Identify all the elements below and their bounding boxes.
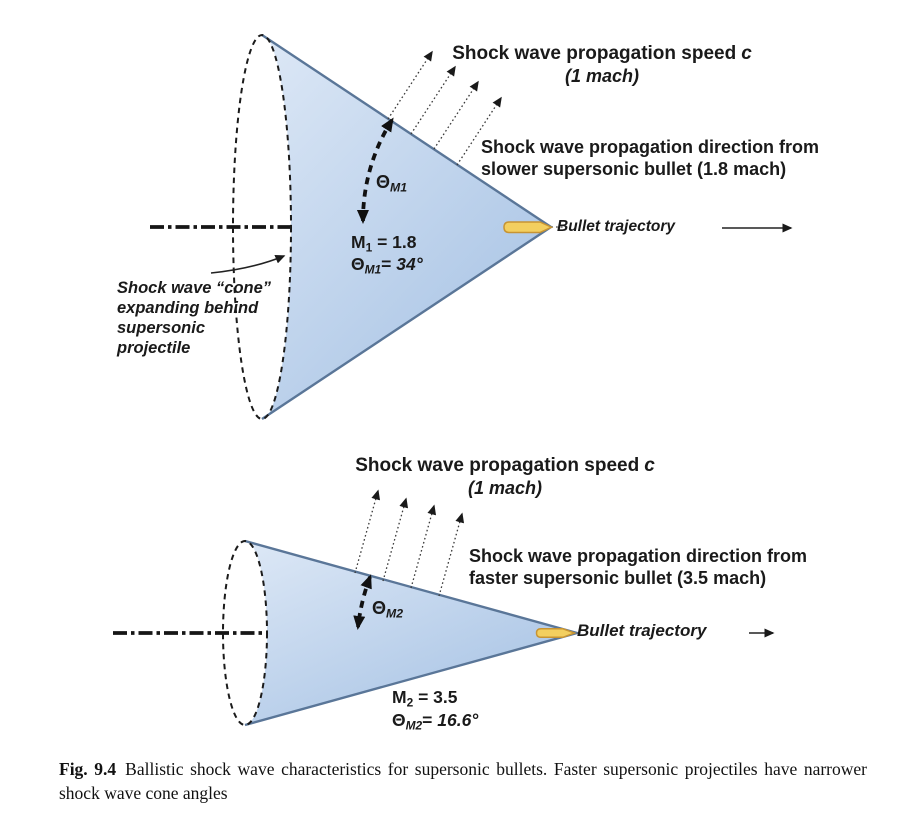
theta-symbol: Θ <box>376 172 391 192</box>
mach-base: M <box>392 687 407 707</box>
theta-equals: = <box>422 710 438 730</box>
propagation-arrow <box>434 82 478 149</box>
speed-text: Shock wave propagation speed <box>355 455 640 476</box>
speed-symbol: c <box>741 43 752 64</box>
cone-note-pointer-arrow <box>211 256 284 273</box>
theta-symbol: Θ <box>392 710 406 730</box>
cone-note-line1: Shock wave “cone” <box>117 279 272 297</box>
theta-symbol: Θ <box>351 254 365 274</box>
bottom-trajectory-label: Bullet trajectory <box>577 621 707 640</box>
theta-subscript: M2 <box>386 606 404 621</box>
theta-symbol: Θ <box>372 598 387 618</box>
cone-note-line2: expanding behind <box>117 299 259 317</box>
bottom-values <box>392 686 478 732</box>
propagation-arrow <box>411 506 434 588</box>
top-theta-value <box>351 253 423 275</box>
top-values <box>351 231 423 275</box>
cone-note-line3: supersonic <box>117 319 206 337</box>
mach-rest: = 1.8 <box>372 232 417 252</box>
top-direction-label <box>481 136 819 180</box>
direction-line2: slower supersonic bullet (1.8 mach) <box>481 159 787 179</box>
propagation-arrow <box>383 499 406 581</box>
caption-text: Ballistic shock wave characteristics for supersonic bullets. Faster supersonic projectiles have narrower shock wave cone angles <box>59 759 867 803</box>
top-trajectory-label: Bullet trajectory <box>557 218 676 235</box>
theta-subscript: M2 <box>405 718 423 733</box>
cone-expansion-note <box>117 278 271 358</box>
top-mach-value <box>351 231 423 253</box>
top-diagram <box>150 35 791 419</box>
direction-line2: faster supersonic bullet (3.5 mach) <box>469 568 767 588</box>
bottom-angle-arc-label <box>372 598 403 619</box>
theta-value: 34° <box>396 254 423 274</box>
propagation-arrow <box>439 514 462 596</box>
top-angle-arc-label <box>376 172 407 193</box>
bottom-mach-value <box>392 686 478 709</box>
direction-line1: Shock wave propagation direction from <box>469 546 808 566</box>
speed-label-line <box>352 455 658 477</box>
caption-label: Fig. 9.4 <box>59 759 117 779</box>
top-speed-label <box>440 43 764 88</box>
top-bullet-icon <box>504 222 552 233</box>
figure-caption <box>59 757 867 805</box>
speed-unit-line: (1 mach) <box>467 478 543 499</box>
mach-base: M <box>351 232 366 252</box>
bottom-speed-label <box>352 455 658 500</box>
speed-symbol: c <box>644 455 655 476</box>
speed-text: Shock wave propagation speed <box>452 43 737 64</box>
propagation-arrow <box>388 52 432 119</box>
mach-rest: = 3.5 <box>413 687 458 707</box>
mach-subscript: 2 <box>406 695 414 710</box>
bottom-direction-label <box>469 545 807 589</box>
cone-note-line4: projectile <box>117 339 191 357</box>
theta-value: 16.6° <box>437 710 479 730</box>
theta-subscript: M1 <box>364 262 382 277</box>
speed-label-line <box>440 43 764 65</box>
mach-subscript: 1 <box>365 240 373 255</box>
speed-unit-line: (1 mach) <box>564 66 640 87</box>
theta-equals: = <box>381 254 397 274</box>
propagation-arrow <box>355 491 378 573</box>
direction-line1: Shock wave propagation direction from <box>481 137 820 157</box>
theta-subscript: M1 <box>390 180 408 195</box>
bottom-theta-value <box>392 709 478 732</box>
